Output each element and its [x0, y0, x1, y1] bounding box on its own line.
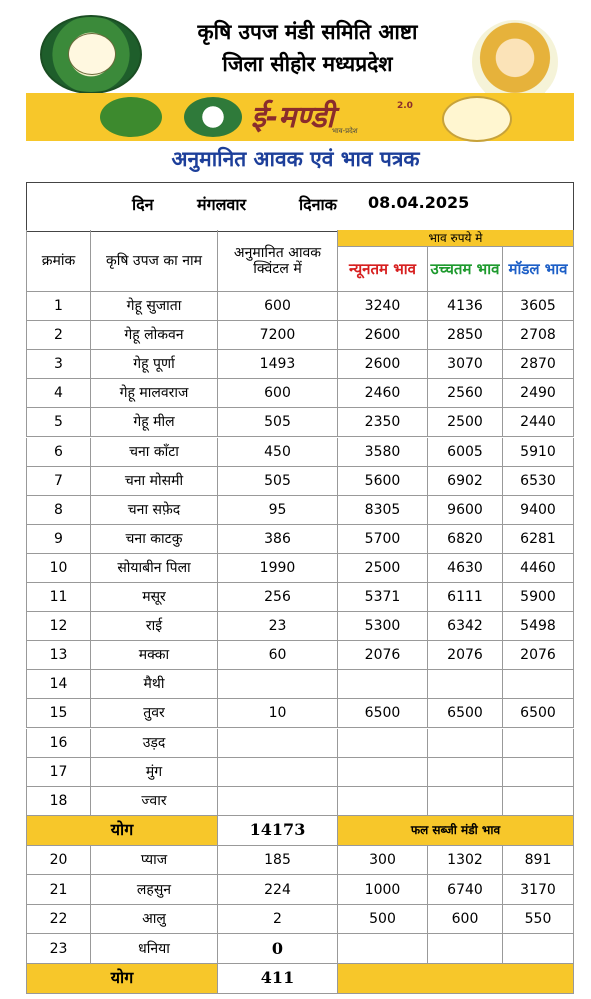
cell-sno: 1 [26, 292, 91, 321]
cell-min: 5371 [338, 583, 428, 612]
cell-name: गेहू मालवराज [91, 379, 218, 408]
cell-name: गेहू लोकवन [91, 321, 218, 350]
cell-model: 5910 [503, 438, 574, 467]
cell-name: चना काँटा [91, 438, 218, 467]
day-value: मंगलवार [197, 195, 247, 214]
cell-min [338, 787, 428, 816]
cell-model: 2440 [503, 408, 574, 437]
cell-name: धनिया [91, 934, 218, 964]
cell-arrival: 23 [218, 612, 338, 641]
cell-name: गेहू सुजाता [91, 292, 218, 321]
cell-min: 2600 [338, 321, 428, 350]
total-label: योग [26, 816, 218, 846]
header-model-price: मॉडल भाव [503, 247, 574, 292]
emandi-sub: भाव-प्रदेश [332, 127, 358, 135]
cell-name: मुंग [91, 758, 218, 787]
cell-min: 3240 [338, 292, 428, 321]
cell-arrival: 60 [218, 641, 338, 670]
cell-min [338, 670, 428, 699]
cell-model: 2708 [503, 321, 574, 350]
header-crop-name: कृषि उपज का नाम [91, 230, 218, 292]
header-arrival: अनुमानित आवक क्विंटल में [218, 230, 338, 292]
cell-max [428, 670, 503, 699]
cell-max [428, 934, 503, 964]
total2-blank [338, 964, 574, 994]
cell-sno: 10 [26, 554, 91, 583]
cell-model: 6530 [503, 467, 574, 496]
cell-model: 3170 [503, 875, 574, 905]
cell-name: मैथी [91, 670, 218, 699]
cell-sno: 7 [26, 467, 91, 496]
district-title: जिला सीहोर मध्यप्रदेश [222, 52, 393, 76]
cell-name: चना मोसमी [91, 467, 218, 496]
cell-sno: 9 [26, 525, 91, 554]
cell-max: 6005 [428, 438, 503, 467]
cell-model: 4460 [503, 554, 574, 583]
cell-model: 550 [503, 905, 574, 935]
cell-arrival: 600 [218, 292, 338, 321]
cell-max: 6342 [428, 612, 503, 641]
cell-max: 6902 [428, 467, 503, 496]
cell-sno: 13 [26, 641, 91, 670]
header-sno: क्रमांक [26, 230, 91, 292]
cell-max: 6740 [428, 875, 503, 905]
cell-max [428, 787, 503, 816]
cell-min [338, 934, 428, 964]
cell-name: मसूर [91, 583, 218, 612]
cell-min: 500 [338, 905, 428, 935]
cell-model: 2076 [503, 641, 574, 670]
cell-sno: 21 [26, 875, 91, 905]
cell-sno: 23 [26, 934, 91, 964]
cell-arrival: 95 [218, 496, 338, 525]
cell-model: 2870 [503, 350, 574, 379]
cell-arrival: 505 [218, 408, 338, 437]
cell-arrival: 10 [218, 699, 338, 728]
cell-arrival: 7200 [218, 321, 338, 350]
cell-max: 2500 [428, 408, 503, 437]
cell-min [338, 758, 428, 787]
cell-max: 6500 [428, 699, 503, 728]
cell-model: 891 [503, 846, 574, 876]
cell-arrival: 185 [218, 846, 338, 876]
cell-name: चना सफ़ेद [91, 496, 218, 525]
cell-max: 2560 [428, 379, 503, 408]
cell-arrival: 386 [218, 525, 338, 554]
cell-min: 300 [338, 846, 428, 876]
cell-max [428, 729, 503, 758]
cell-name: ज्वार [91, 787, 218, 816]
cell-arrival [218, 758, 338, 787]
cell-name: गेहू मील [91, 408, 218, 437]
cell-arrival [218, 729, 338, 758]
cell-sno: 14 [26, 670, 91, 699]
fruit-veg-label: फल सब्जी मंडी भाव [338, 816, 574, 846]
cell-min: 2460 [338, 379, 428, 408]
cell-min: 2350 [338, 408, 428, 437]
cell-sno: 11 [26, 583, 91, 612]
cell-name: सोयाबीन पिला [91, 554, 218, 583]
cell-model: 5498 [503, 612, 574, 641]
cell-sno: 12 [26, 612, 91, 641]
cell-sno: 3 [26, 350, 91, 379]
cell-min: 5600 [338, 467, 428, 496]
cell-arrival: 1493 [218, 350, 338, 379]
cell-min: 3580 [338, 438, 428, 467]
header-price-group: भाव रुपये मे [338, 230, 574, 247]
cell-model [503, 787, 574, 816]
cell-name: उड़द [91, 729, 218, 758]
cell-max: 3070 [428, 350, 503, 379]
cell-max: 9600 [428, 496, 503, 525]
cell-min: 2076 [338, 641, 428, 670]
cell-arrival: 256 [218, 583, 338, 612]
header-min-price: न्यूनतम भाव [338, 247, 428, 292]
cell-max: 2076 [428, 641, 503, 670]
cell-max: 2850 [428, 321, 503, 350]
cell-sno: 4 [26, 379, 91, 408]
date-value: 08.04.2025 [368, 193, 470, 212]
cell-model: 5900 [503, 583, 574, 612]
cell-max: 4136 [428, 292, 503, 321]
cell-min: 1000 [338, 875, 428, 905]
emandi-brand: ई-मण्डी [251, 100, 335, 135]
cell-sno: 18 [26, 787, 91, 816]
cell-model: 6500 [503, 699, 574, 728]
cell-arrival: 450 [218, 438, 338, 467]
cell-name: आलु [91, 905, 218, 935]
cell-max: 1302 [428, 846, 503, 876]
cell-min: 5700 [338, 525, 428, 554]
cell-min: 6500 [338, 699, 428, 728]
cell-model: 9400 [503, 496, 574, 525]
cell-min: 8305 [338, 496, 428, 525]
cell-name: चना काटकु [91, 525, 218, 554]
cell-sno: 16 [26, 729, 91, 758]
cell-arrival: 224 [218, 875, 338, 905]
cell-sno: 17 [26, 758, 91, 787]
cell-min [338, 729, 428, 758]
cell-max: 6820 [428, 525, 503, 554]
cell-name: प्याज [91, 846, 218, 876]
cell-model [503, 729, 574, 758]
cell-arrival: 2 [218, 905, 338, 935]
total2-label: योग [26, 964, 218, 994]
cell-min: 2500 [338, 554, 428, 583]
cell-sno: 2 [26, 321, 91, 350]
cell-model: 6281 [503, 525, 574, 554]
emandi-version: 2.0 [397, 101, 413, 111]
cell-max: 600 [428, 905, 503, 935]
cell-model [503, 934, 574, 964]
date-label: दिनाक [299, 195, 337, 214]
cell-sno: 20 [26, 846, 91, 876]
cell-sno: 5 [26, 408, 91, 437]
cell-min: 5300 [338, 612, 428, 641]
cell-arrival [218, 787, 338, 816]
cell-model: 2490 [503, 379, 574, 408]
cell-name: मक्का [91, 641, 218, 670]
cell-sno: 8 [26, 496, 91, 525]
total-value: 14173 [218, 816, 338, 846]
cell-arrival: 1990 [218, 554, 338, 583]
total2-value: 411 [218, 964, 338, 994]
cell-arrival: 505 [218, 467, 338, 496]
cell-sno: 22 [26, 905, 91, 935]
cell-arrival [218, 670, 338, 699]
cell-arrival: 0 [218, 934, 338, 964]
cell-name: गेहू पूर्णा [91, 350, 218, 379]
cell-name: राई [91, 612, 218, 641]
cell-min: 2600 [338, 350, 428, 379]
day-label: दिन [132, 195, 154, 214]
cell-max: 6111 [428, 583, 503, 612]
cell-name: लहसुन [91, 875, 218, 905]
cell-max [428, 758, 503, 787]
cell-sno: 6 [26, 438, 91, 467]
cell-model [503, 758, 574, 787]
cell-model [503, 670, 574, 699]
cell-name: तुवर [91, 699, 218, 728]
committee-title: कृषि उपज मंडी समिति आष्टा [197, 20, 418, 44]
cell-arrival: 600 [218, 379, 338, 408]
cell-sno: 15 [26, 699, 91, 728]
cell-model: 3605 [503, 292, 574, 321]
cell-max: 4630 [428, 554, 503, 583]
page-subtitle: अनुमानित आवक एवं भाव पत्रक [171, 147, 420, 171]
header-max-price: उच्चतम भाव [428, 247, 503, 292]
